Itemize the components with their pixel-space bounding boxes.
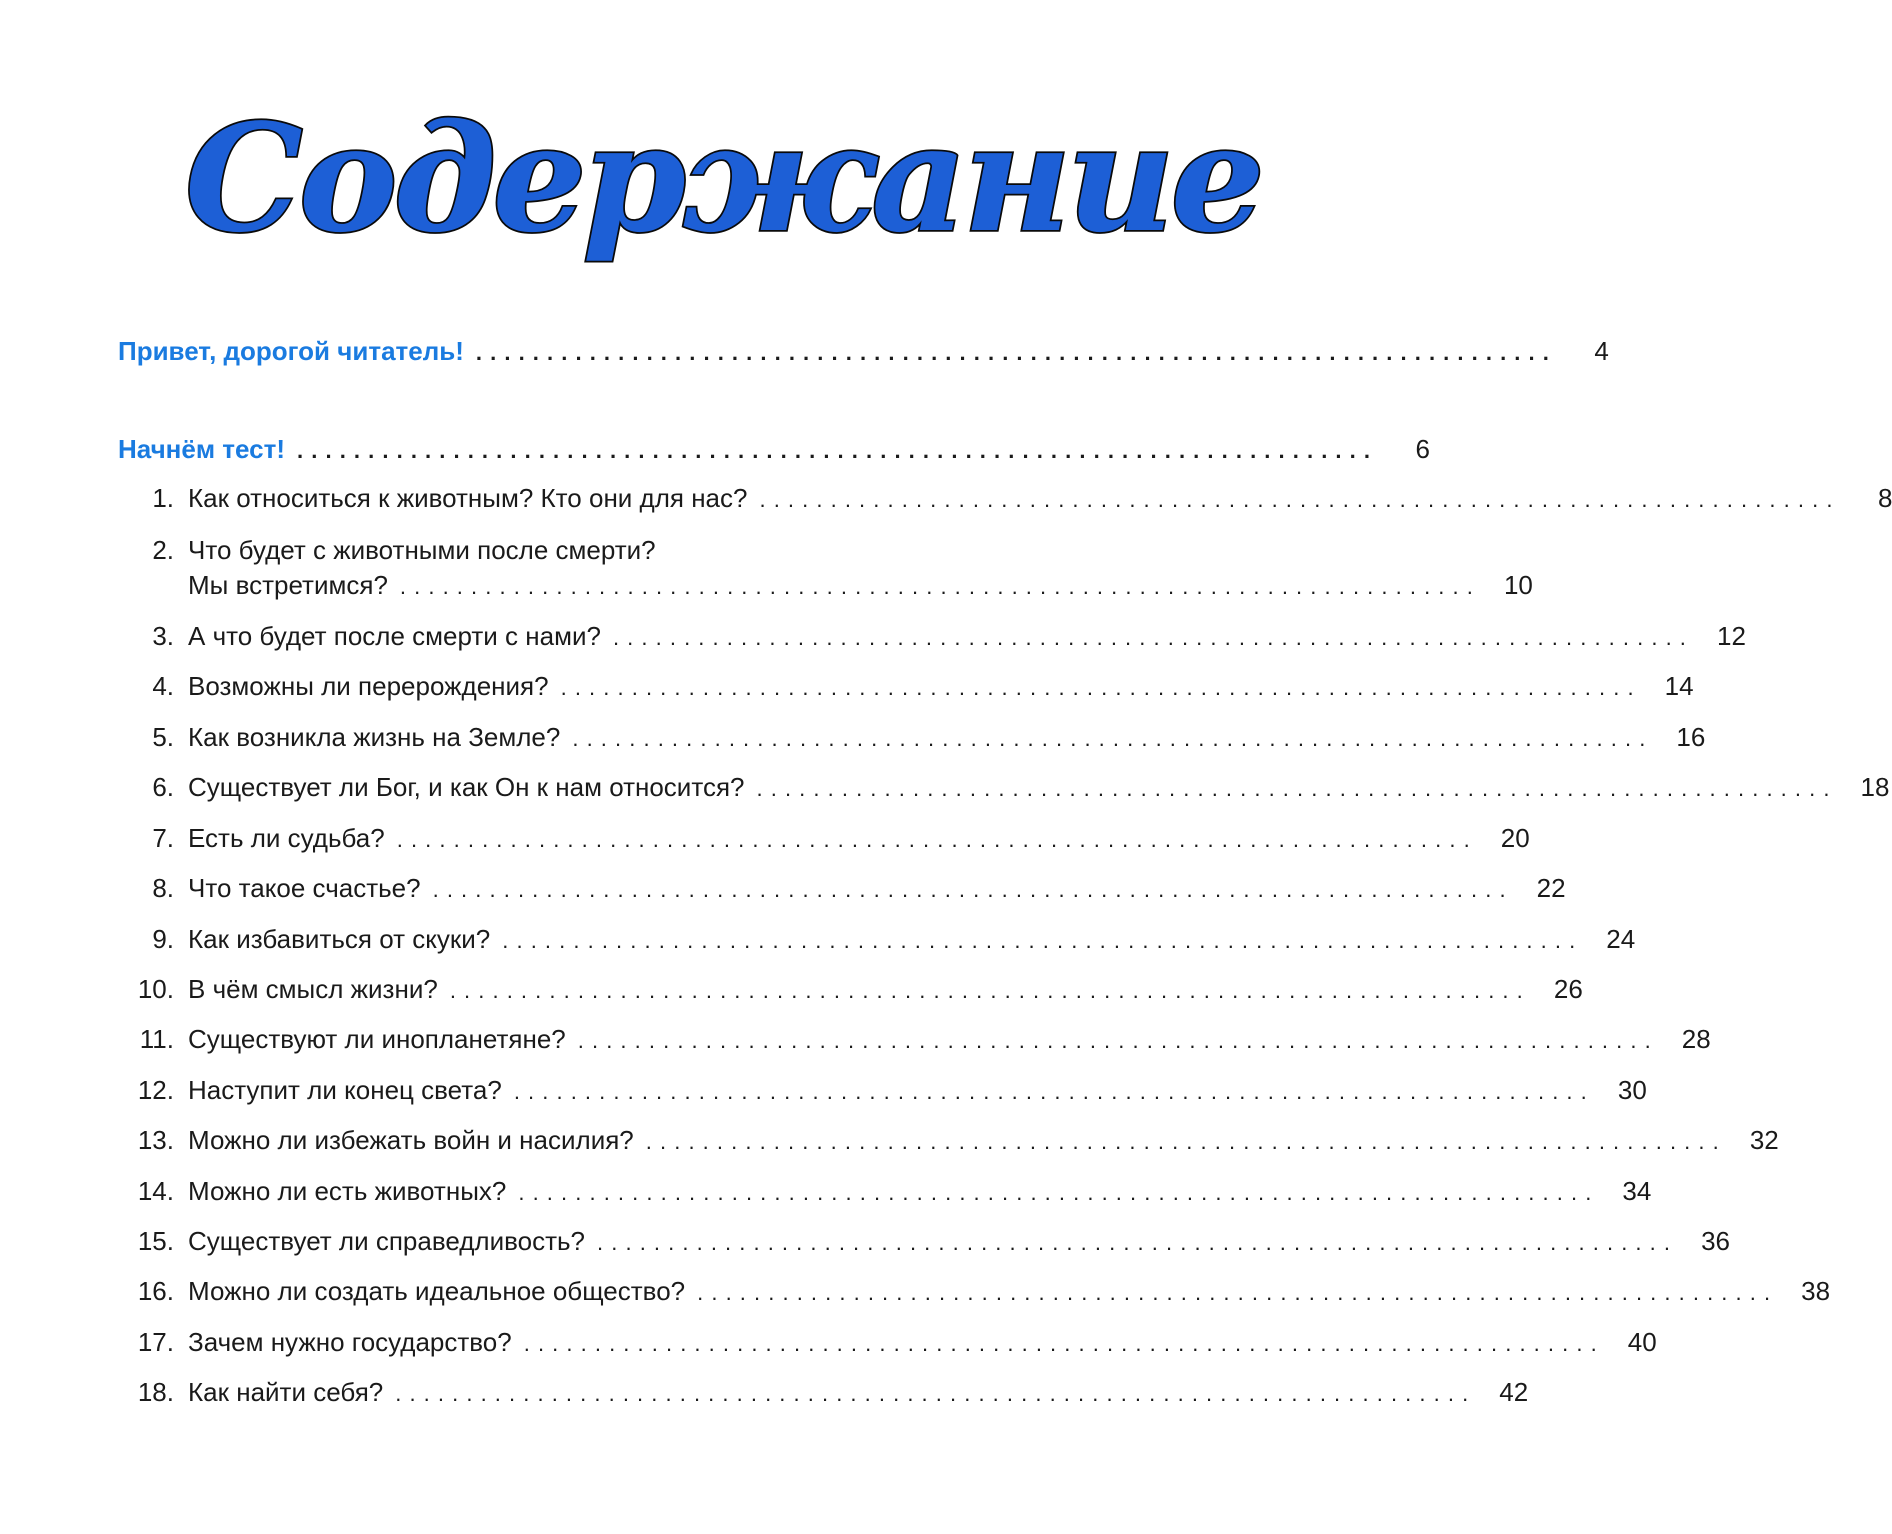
toc-item[interactable] bbox=[118, 871, 1566, 907]
leader-dots bbox=[697, 1276, 1770, 1310]
toc-item-number: 9. bbox=[152, 924, 174, 954]
toc-item-title: Как избавиться от скуки? bbox=[188, 924, 491, 954]
toc-page-number: 32 bbox=[1749, 1125, 1779, 1155]
toc-item[interactable] bbox=[118, 770, 1890, 806]
toc-page-number: 34 bbox=[1622, 1176, 1652, 1206]
toc-page-number: 38 bbox=[1801, 1276, 1831, 1306]
toc-item[interactable] bbox=[118, 1123, 1779, 1159]
toc-item-number: 2. bbox=[152, 535, 174, 565]
toc-page-number: 12 bbox=[1717, 621, 1746, 651]
toc-section-title: Привет, дорогой читатель! bbox=[118, 336, 464, 366]
toc-item-title: Как найти себя? bbox=[188, 1377, 384, 1407]
toc-item[interactable] bbox=[118, 922, 1636, 958]
toc-page-number: 26 bbox=[1553, 974, 1583, 1004]
toc-item[interactable] bbox=[118, 821, 1530, 857]
toc-item-title: А что будет после смерти с нами? bbox=[188, 621, 601, 651]
toc-item-number: 7. bbox=[152, 823, 174, 853]
toc-item[interactable] bbox=[118, 972, 1583, 1008]
leader-dots bbox=[518, 1176, 1591, 1210]
toc-item[interactable] bbox=[118, 481, 1892, 517]
leader-dots bbox=[759, 483, 1832, 517]
toc-item[interactable] bbox=[118, 619, 1746, 655]
toc-item-title: Как возникла жизнь на Земле? bbox=[188, 722, 561, 752]
toc-item-title: Наступит ли конец света? bbox=[188, 1075, 502, 1105]
leader-dots bbox=[597, 1226, 1670, 1260]
leader-dots bbox=[561, 671, 1634, 705]
toc-item[interactable] bbox=[118, 720, 1706, 756]
toc-section-test[interactable] bbox=[118, 432, 1430, 468]
leader-dots bbox=[397, 823, 1470, 857]
toc-item[interactable] bbox=[118, 1022, 1711, 1058]
page-title: Содержание bbox=[185, 91, 1261, 265]
toc-item[interactable] bbox=[118, 1274, 1831, 1310]
leader-dots bbox=[450, 974, 1523, 1008]
toc-page-number: 6 bbox=[1415, 434, 1430, 464]
leader-dots bbox=[514, 1075, 1587, 1109]
toc-section-title: Начнём тест! bbox=[118, 434, 286, 464]
toc-page-number: 10 bbox=[1503, 570, 1533, 600]
leader-dots bbox=[757, 772, 1830, 806]
toc-item-title: Что такое счастье? bbox=[188, 873, 421, 903]
toc-item[interactable] bbox=[118, 568, 1533, 604]
toc-item-title: Можно ли избежать войн и насилия? bbox=[188, 1125, 634, 1155]
leader-dots bbox=[400, 570, 1473, 604]
toc-item-number: 10. bbox=[137, 974, 174, 1004]
leader-dots bbox=[613, 621, 1686, 655]
leader-dots bbox=[433, 873, 1506, 907]
toc-item-title: Возможны ли перерождения? bbox=[188, 671, 549, 701]
toc-item-title: Существуют ли инопланетяне? bbox=[188, 1024, 566, 1054]
toc-page-number: 30 bbox=[1617, 1075, 1647, 1105]
toc-page-number: 14 bbox=[1664, 671, 1694, 701]
toc-item-title: Зачем нужно государство? bbox=[188, 1327, 512, 1357]
toc-item-title: Есть ли судьба? bbox=[188, 823, 385, 853]
toc-item-number: 1. bbox=[152, 483, 174, 513]
toc-page-number: 42 bbox=[1499, 1377, 1529, 1407]
toc-page-number: 8 bbox=[1877, 483, 1892, 513]
toc-item-number: 3. bbox=[152, 621, 174, 651]
toc-page-number: 24 bbox=[1606, 924, 1636, 954]
toc-item[interactable] bbox=[118, 1375, 1529, 1411]
toc-page-number: 40 bbox=[1627, 1327, 1657, 1357]
toc-page-number: 36 bbox=[1701, 1226, 1730, 1256]
toc-item-title: Можно ли есть животных? bbox=[188, 1176, 507, 1206]
toc-item-number: 4. bbox=[152, 671, 174, 701]
toc-item-title-cont: Мы встретимся? bbox=[188, 570, 388, 600]
toc-page-number: 16 bbox=[1676, 722, 1706, 752]
toc-item-number: 11. bbox=[139, 1024, 174, 1054]
toc-item[interactable] bbox=[118, 1073, 1647, 1109]
toc-page-number: 18 bbox=[1860, 772, 1890, 802]
toc-page-number: 4 bbox=[1594, 336, 1609, 366]
toc-page-number: 20 bbox=[1500, 823, 1530, 853]
toc-section-greeting[interactable] bbox=[118, 334, 1609, 370]
leader-dots bbox=[646, 1125, 1719, 1159]
toc-item-number: 18. bbox=[137, 1377, 174, 1407]
toc-item-number: 8. bbox=[152, 873, 174, 903]
toc-item-line1[interactable] bbox=[118, 533, 940, 567]
toc-item-title: Можно ли создать идеальное общество? bbox=[188, 1276, 686, 1306]
toc-item-title: Что будет с животными после смерти? bbox=[188, 535, 656, 565]
toc-item-number: 6. bbox=[152, 772, 174, 802]
toc-item-number: 15. bbox=[137, 1226, 174, 1256]
leader-dots bbox=[297, 434, 1370, 468]
leader-dots bbox=[502, 924, 1575, 958]
toc-page-number: 28 bbox=[1681, 1024, 1711, 1054]
toc-item-title: В чём смысл жизни? bbox=[188, 974, 438, 1004]
leader-dots bbox=[578, 1024, 1651, 1058]
toc-item[interactable] bbox=[118, 1224, 1730, 1260]
leader-dots bbox=[395, 1377, 1468, 1411]
toc-item-number: 17. bbox=[137, 1327, 174, 1357]
toc-item-number: 14. bbox=[137, 1176, 174, 1206]
toc-item-number: 13. bbox=[137, 1125, 174, 1155]
toc-item-title: Существует ли Бог, и как Он к нам относится? bbox=[188, 772, 745, 802]
toc-item-number: 16. bbox=[137, 1276, 174, 1306]
toc-item-number: 5. bbox=[152, 722, 174, 752]
toc-item-number: 12. bbox=[137, 1075, 174, 1105]
toc-item[interactable] bbox=[118, 669, 1694, 705]
toc-item-title: Как относиться к животным? Кто они для нас? bbox=[188, 483, 748, 513]
toc-page-number: 22 bbox=[1536, 873, 1566, 903]
leader-dots bbox=[476, 336, 1549, 370]
toc-item-title: Существует ли справедливость? bbox=[188, 1226, 586, 1256]
toc-item[interactable] bbox=[118, 1174, 1652, 1210]
leader-dots bbox=[524, 1327, 1597, 1361]
toc-item[interactable] bbox=[118, 1325, 1657, 1361]
leader-dots bbox=[572, 722, 1645, 756]
